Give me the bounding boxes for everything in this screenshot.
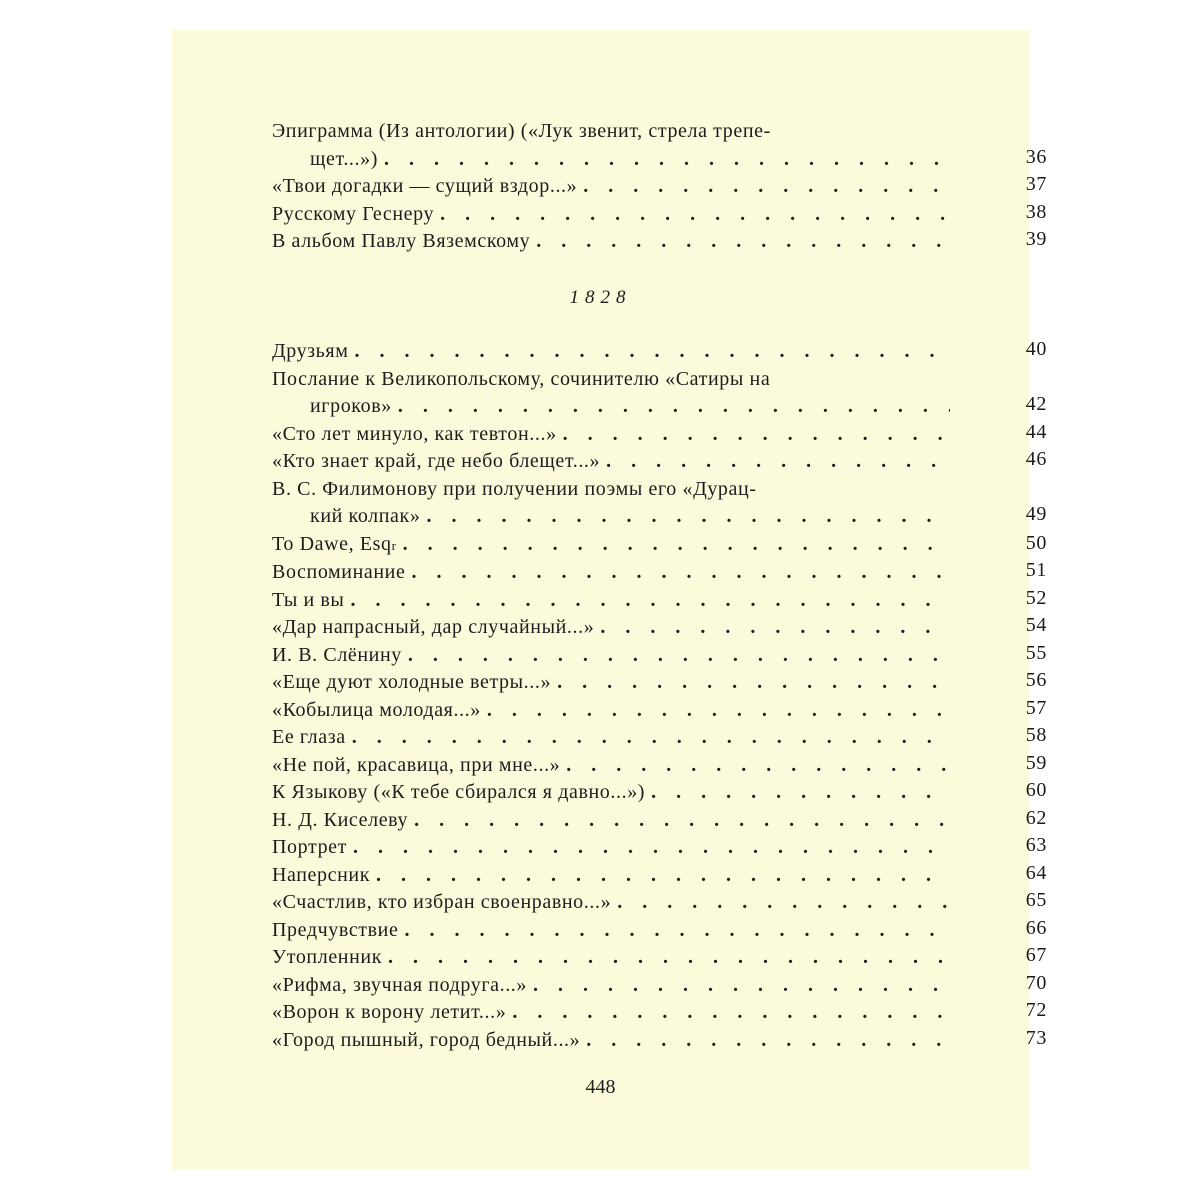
- toc-page-number: 56: [1025, 669, 1047, 691]
- toc-entry: [272, 999, 1047, 1027]
- dot-leader: [388, 944, 950, 972]
- toc-page-number: 40: [1025, 338, 1047, 360]
- toc-entry: [272, 641, 1047, 670]
- toc-page-number: 63: [1025, 834, 1047, 856]
- toc-entry-title-continuation: игроков» . . .: [272, 393, 952, 421]
- toc-entry-title: Наперсник . . .: [272, 862, 952, 890]
- toc-entry-title: «Дар напрасный, дар случайный...» . . .: [272, 614, 952, 642]
- toc-entry-title: «Не пой, красавица, при мне...» . . .: [272, 752, 952, 780]
- toc-entry-title: Послание к Великопольскому, сочинителю «Сатиры на: [272, 367, 771, 390]
- toc-entry-title: «Сто лет минуло, как тевтон...» . . .: [272, 421, 952, 449]
- toc-entry-title: В. С. Филимонову при получении поэмы его «Дурац-: [272, 477, 757, 500]
- toc-page-number: 72: [1025, 999, 1047, 1021]
- dot-leader: [403, 531, 950, 559]
- dot-leader: [533, 972, 950, 1000]
- toc-entry-title: Друзьям . . .: [272, 338, 952, 366]
- toc-entry: [272, 724, 1047, 752]
- toc-entry-title: Н. Д. Киселеву . . .: [272, 807, 952, 835]
- toc-group-1827: [272, 118, 1047, 256]
- toc-page-number: 54: [1025, 614, 1047, 636]
- toc-entry-title: «Рифма, звучная подруга...» . . .: [272, 972, 952, 1000]
- dot-leader: [408, 642, 950, 670]
- toc-page-number: 38: [1025, 200, 1047, 223]
- toc-entry-title: Воспоминание . . .: [272, 559, 952, 587]
- toc-entry: [272, 476, 1047, 531]
- dot-leader: [617, 889, 950, 917]
- dot-leader: [606, 448, 950, 476]
- toc-page-number: 58: [1025, 724, 1047, 746]
- dot-leader: [557, 669, 950, 697]
- page-number: 448: [585, 1076, 616, 1098]
- toc-entry-title: Эпиграмма (Из антологии) («Лук звенит, стрела трепе-: [272, 120, 771, 142]
- toc-page-number: 66: [1025, 916, 1047, 939]
- toc-entry-title: «Кто знает край, где небо блещет...» . . .: [272, 448, 952, 476]
- dot-leader: [583, 173, 950, 201]
- dot-leader: [414, 807, 950, 835]
- dot-leader: [586, 1027, 950, 1055]
- toc-entry-title: Русскому Геснеру . . .: [272, 201, 952, 229]
- dot-leader: [536, 228, 950, 256]
- toc-group-1828: [272, 338, 1047, 1054]
- toc-entry: [272, 586, 1047, 615]
- dot-leader: [566, 752, 950, 780]
- dot-leader: [352, 724, 950, 752]
- toc-entry-title: «Кобылица молодая...» . . .: [272, 697, 952, 725]
- toc-entry: [272, 944, 1047, 972]
- toc-entry-title: Портрет . . .: [272, 834, 952, 862]
- toc-entry: [272, 338, 1047, 366]
- toc-entry: [272, 696, 1047, 725]
- toc-page-number: 39: [1025, 228, 1047, 250]
- toc-page-number: 62: [1025, 806, 1047, 829]
- dot-leader: [376, 862, 950, 890]
- toc-entry: [272, 669, 1047, 697]
- dot-leader: [398, 393, 950, 421]
- toc-entry-title: «Твои догадки — сущий вздор...» . . .: [272, 173, 952, 201]
- dot-leader: [512, 999, 950, 1027]
- year-heading: 1828: [569, 287, 632, 308]
- toc-entry-title: «Счастлив, кто избран своенравно...» . . .: [272, 889, 952, 917]
- toc-entry-title: Предчувствие . . .: [272, 917, 952, 945]
- toc-entry: [272, 531, 1047, 560]
- toc-page-number: 67: [1025, 944, 1047, 966]
- dot-leader: [563, 421, 950, 449]
- toc-entry: [272, 889, 1047, 917]
- toc-entry-title: И. В. Слёнину . . .: [272, 642, 952, 670]
- toc-page-number: 73: [1025, 1026, 1047, 1049]
- toc-page-number: 65: [1025, 889, 1047, 911]
- toc-entry: [272, 118, 1047, 173]
- toc-page-number: 51: [1025, 559, 1047, 581]
- dot-leader: [651, 779, 950, 807]
- toc-entry: [272, 779, 1047, 807]
- superscript: r: [391, 537, 397, 553]
- toc-entry: [272, 971, 1047, 1000]
- dot-leader: [411, 559, 950, 587]
- dot-leader: [384, 146, 950, 174]
- toc-page-number: 42: [1025, 393, 1047, 415]
- toc-page-number: 46: [1025, 448, 1047, 470]
- dot-leader: [404, 917, 950, 945]
- toc-entry-title: «Город пышный, город бедный...» . . .: [272, 1027, 952, 1055]
- toc-entry-title: «Еще дуют холодные ветры...» . . .: [272, 669, 952, 697]
- dot-leader: [353, 834, 950, 862]
- toc-page-number: 52: [1025, 586, 1047, 609]
- toc-entry: [272, 173, 1047, 201]
- toc-entry-title: В альбом Павлу Вяземскому . . .: [272, 228, 952, 256]
- toc-entry-title-continuation: кий колпак» . . .: [272, 503, 952, 531]
- toc-page-number: 60: [1025, 779, 1047, 801]
- toc-entry: [272, 861, 1047, 890]
- toc-entry: [272, 200, 1047, 229]
- book-page: [172, 30, 1047, 1170]
- toc-entry-title: Утопленник . . .: [272, 944, 952, 972]
- toc-entry: [272, 751, 1047, 780]
- toc-page-number: 59: [1025, 751, 1047, 774]
- dot-leader: [487, 697, 950, 725]
- dot-leader: [600, 614, 950, 642]
- toc-page-number: 57: [1025, 696, 1047, 719]
- dot-leader: [354, 338, 950, 366]
- toc-entry-title: «Ворон к ворону летит...» . . .: [272, 999, 952, 1027]
- toc-page-number: 37: [1025, 173, 1047, 195]
- toc-entry-title: To Dawe, Esq r . . .: [272, 531, 952, 560]
- dot-leader: [350, 587, 950, 615]
- toc-page-number: 55: [1025, 641, 1047, 664]
- toc-entry-title: К Языкову («К тебе сбирался я давно...») . . .: [272, 779, 952, 807]
- toc-entry: [272, 1026, 1047, 1055]
- toc-entry: [272, 559, 1047, 587]
- toc-page-number: 44: [1025, 420, 1047, 443]
- dot-leader: [440, 201, 950, 229]
- toc-entry: [272, 448, 1047, 476]
- toc-entry: [272, 228, 1047, 256]
- toc-page-number: 36: [1025, 145, 1047, 168]
- toc-entry: [272, 834, 1047, 862]
- toc-entry: [272, 614, 1047, 642]
- toc-entry-title-continuation: щет...») . . .: [272, 146, 952, 174]
- toc-page-number: 64: [1025, 861, 1047, 884]
- toc-page-number: 49: [1025, 503, 1047, 525]
- dot-leader: [426, 503, 950, 531]
- toc-entry-title: Ее глаза . . .: [272, 724, 952, 752]
- toc-entry: [272, 420, 1047, 449]
- toc-entry-title: Ты и вы . . .: [272, 587, 952, 615]
- toc-page-number: 70: [1025, 971, 1047, 994]
- toc-entry: [272, 916, 1047, 945]
- toc-page-number: 50: [1025, 531, 1047, 554]
- toc-entry: [272, 366, 1047, 421]
- toc-entry: [272, 806, 1047, 835]
